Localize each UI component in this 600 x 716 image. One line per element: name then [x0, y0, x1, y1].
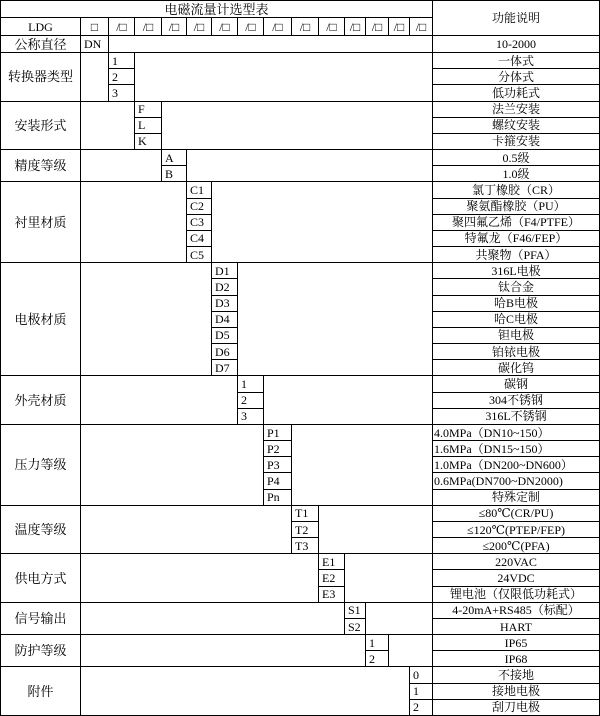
model-slot: /□	[366, 18, 389, 36]
group-label: 信号输出	[1, 603, 81, 635]
option-code: C4	[187, 231, 212, 247]
blank-cell	[81, 667, 410, 716]
model-slot: /□	[345, 18, 366, 36]
option-desc: 碳化钨	[433, 360, 600, 376]
option-code: D1	[212, 263, 238, 279]
blank-cell	[135, 53, 433, 102]
option-code: T1	[292, 506, 319, 522]
model-slot: /□	[410, 18, 433, 36]
option-desc: 1.6MPa（DN15~150）	[433, 441, 600, 457]
blank-cell	[162, 102, 433, 151]
option-code: E3	[319, 587, 345, 603]
model-slot: /□	[319, 18, 345, 36]
option-desc: ≤200℃(PFA)	[433, 538, 600, 554]
blank-cell	[212, 182, 433, 263]
option-desc: ≤80℃(CR/PU)	[433, 506, 600, 522]
model-slot: /□	[292, 18, 319, 36]
option-desc: 316L不锈钢	[433, 409, 600, 425]
option-desc: 聚四氟乙烯（F4/PTFE）	[433, 215, 600, 231]
option-code: B	[162, 166, 187, 182]
option-desc: HART	[433, 619, 600, 635]
group-label: 精度等级	[1, 150, 81, 182]
model-box: □	[81, 18, 109, 36]
option-code: 1	[109, 53, 135, 69]
model-slot: /□	[187, 18, 212, 36]
option-desc: 一体式	[433, 53, 600, 69]
blank-cell	[81, 53, 109, 102]
nominal-label: 公称直径	[1, 36, 81, 53]
nominal-desc: 10-2000	[433, 36, 600, 53]
option-code: P3	[264, 457, 292, 473]
option-code: D4	[212, 312, 238, 328]
nominal-code: DN	[81, 36, 109, 53]
option-code: D3	[212, 296, 238, 312]
option-code: Pn	[264, 490, 292, 506]
option-desc: 4.0MPa（DN10~150）	[433, 425, 600, 441]
option-desc: 分体式	[433, 69, 600, 85]
option-code: T3	[292, 538, 319, 554]
model-slot: /□	[135, 18, 162, 36]
option-desc: IP68	[433, 651, 600, 667]
option-code: 3	[109, 85, 135, 101]
blank-cell	[389, 635, 433, 667]
model-code: LDG	[1, 18, 81, 36]
group-label: 温度等级	[1, 506, 81, 555]
option-code: T2	[292, 522, 319, 538]
option-code: F	[135, 102, 162, 118]
option-code: C1	[187, 182, 212, 198]
option-desc: 220VAC	[433, 554, 600, 570]
blank-cell	[292, 425, 433, 506]
option-code: D2	[212, 279, 238, 295]
option-desc: 钛合金	[433, 279, 600, 295]
option-code: 3	[238, 409, 264, 425]
option-code: K	[135, 134, 162, 150]
model-slot: /□	[389, 18, 410, 36]
option-desc: 0.5级	[433, 150, 600, 166]
option-desc: 聚氨酯橡胶（PU）	[433, 199, 600, 215]
blank-cell	[187, 150, 433, 182]
option-code: C2	[187, 199, 212, 215]
option-desc: 锂电池（仅限低功耗式）	[433, 587, 600, 603]
option-code: P2	[264, 441, 292, 457]
blank-cell	[81, 554, 319, 603]
model-slot: /□	[212, 18, 238, 36]
model-slot: /□	[162, 18, 187, 36]
group-label: 安装形式	[1, 102, 81, 151]
option-desc: 螺纹安装	[433, 118, 600, 134]
function-header: 功能说明	[433, 1, 600, 36]
group-label: 防护等级	[1, 635, 81, 667]
blank-cell	[81, 150, 162, 182]
group-label: 转换器类型	[1, 53, 81, 102]
option-desc: 特氟龙（F46/FEP）	[433, 231, 600, 247]
option-desc: 不接地	[433, 667, 600, 683]
model-slot: /□	[264, 18, 292, 36]
option-desc: IP65	[433, 635, 600, 651]
option-code: 2	[109, 69, 135, 85]
blank-cell	[81, 425, 264, 506]
option-code: 1	[366, 635, 389, 651]
option-desc: 0.6MPa(DN700~DN2000)	[433, 473, 600, 489]
option-code: S2	[345, 619, 366, 635]
blank-cell	[109, 36, 433, 53]
blank-cell	[81, 635, 366, 667]
table-title: 电磁流量计选型表	[1, 1, 433, 18]
option-code: E1	[319, 554, 345, 570]
blank-cell	[81, 506, 292, 555]
group-label: 外壳材质	[1, 376, 81, 425]
option-desc: 铂铱电极	[433, 344, 600, 360]
option-desc: 共聚物（PFA）	[433, 247, 600, 263]
option-code: S1	[345, 603, 366, 619]
blank-cell	[264, 376, 433, 425]
blank-cell	[81, 603, 345, 635]
blank-cell	[81, 263, 212, 376]
blank-cell	[366, 603, 433, 635]
option-desc: 接地电极	[433, 684, 600, 700]
group-label: 供电方式	[1, 554, 81, 603]
option-desc: 钽电极	[433, 328, 600, 344]
group-label: 压力等级	[1, 425, 81, 506]
option-desc: 特殊定制	[433, 490, 600, 506]
option-code: P1	[264, 425, 292, 441]
option-desc: 1.0MPa（DN200~DN600）	[433, 457, 600, 473]
option-code: A	[162, 150, 187, 166]
option-desc: 卡箍安装	[433, 134, 600, 150]
option-desc: 304不锈钢	[433, 393, 600, 409]
option-code: L	[135, 118, 162, 134]
option-code: C3	[187, 215, 212, 231]
blank-cell	[319, 506, 433, 555]
option-code: D7	[212, 360, 238, 376]
option-desc: 哈B电极	[433, 296, 600, 312]
option-code: D5	[212, 328, 238, 344]
option-desc: 刮刀电极	[433, 700, 600, 716]
option-desc: 法兰安装	[433, 102, 600, 118]
option-code: D6	[212, 344, 238, 360]
option-desc: 哈C电极	[433, 312, 600, 328]
option-code: 1	[410, 684, 433, 700]
option-desc: 氯丁橡胶（CR）	[433, 182, 600, 198]
option-desc: ≤120℃(PTEP/FEP)	[433, 522, 600, 538]
option-code: E2	[319, 570, 345, 586]
option-code: 2	[366, 651, 389, 667]
group-label: 附件	[1, 667, 81, 716]
option-desc: 低功耗式	[433, 85, 600, 101]
option-desc: 1.0级	[433, 166, 600, 182]
blank-cell	[81, 102, 135, 151]
option-code: 2	[410, 700, 433, 716]
option-desc: 4-20mA+RS485（标配）	[433, 603, 600, 619]
group-label: 电极材质	[1, 263, 81, 376]
model-slot: /□	[109, 18, 135, 36]
model-slot: /□	[238, 18, 264, 36]
blank-cell	[238, 263, 433, 376]
option-code: 2	[238, 393, 264, 409]
option-code: C5	[187, 247, 212, 263]
blank-cell	[345, 554, 433, 603]
option-desc: 316L电极	[433, 263, 600, 279]
group-label: 衬里材质	[1, 182, 81, 263]
blank-cell	[81, 182, 187, 263]
blank-cell	[81, 376, 238, 425]
option-code: 0	[410, 667, 433, 683]
option-code: 1	[238, 376, 264, 392]
option-desc: 碳钢	[433, 376, 600, 392]
option-desc: 24VDC	[433, 570, 600, 586]
option-code: P4	[264, 473, 292, 489]
